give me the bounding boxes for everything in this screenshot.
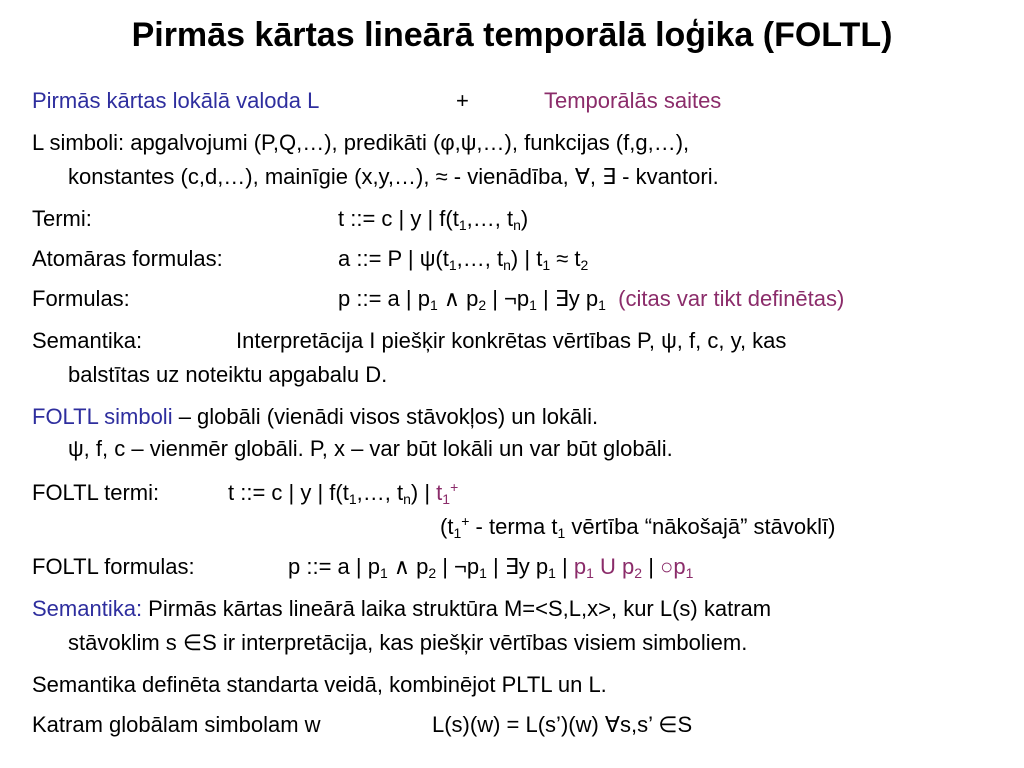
semantics-structure-label: Semantika: bbox=[32, 596, 143, 621]
terms-label: Termi: bbox=[32, 206, 92, 231]
foltl-formulas-label: FOLTL formulas: bbox=[32, 554, 195, 579]
semantics-structure-text-cont: stāvoklim s ∈S ir interpretācija, kas piešķir vērtības visiem simboliem. bbox=[68, 630, 748, 655]
line-foltl-terms-note bbox=[440, 514, 835, 540]
temporal-connectives-label: Temporālās saites bbox=[544, 88, 722, 113]
foltl-symbols-label: FOLTL simboli bbox=[32, 404, 173, 429]
semantics-structure-text: Pirmās kārtas lineārā laika struktūra M=<S,L,x>, kur L(s) katram bbox=[142, 596, 772, 621]
slide-title: Pirmās kārtas lineārā temporālā loģika (FOLTL) bbox=[131, 16, 893, 54]
foltl-terms-label: FOLTL termi: bbox=[32, 480, 160, 505]
symbols-text: L simboli: apgalvojumi (P,Q,…), predikāti (φ,ψ,…), funkcijas (f,g,…), bbox=[32, 130, 690, 155]
formulas-label: Formulas: bbox=[32, 286, 130, 311]
foltl-terms-note: ($t_1^+$ - terma $t_1$ vērtība “nākošajā” stāvoklī) bbox=[440, 513, 836, 541]
semantics-standard-text: Semantika definēta standarta veidā, kombinējot PLTL un L. bbox=[32, 672, 607, 697]
formulas-note: (citas var tikt definētas) bbox=[618, 286, 845, 311]
line-symbols-cont bbox=[68, 164, 719, 190]
line-symbols bbox=[32, 130, 689, 156]
semantics-text-cont: balstītas uz noteiktu apgabalu D. bbox=[68, 362, 388, 387]
foltl-symbols-text: – globāli (vienādi visos stāvokļos) un lokāli. bbox=[172, 404, 599, 429]
line-semantics-cont bbox=[68, 362, 387, 388]
atomic-formulas-label: Atomāras formulas: bbox=[32, 246, 223, 271]
line-foltl-symbols-cont bbox=[68, 436, 673, 462]
semantics-label: Semantika: bbox=[32, 328, 143, 353]
terms-grammar: t ::= c | y | $f(t_1,\dots$, $t_n$) bbox=[338, 206, 529, 233]
semantics-text: Interpretācija I piešķir konkrētas vērtības P, ψ, f, c, y, kas bbox=[236, 328, 787, 353]
local-language-label: Pirmās kārtas lokālā valoda L bbox=[32, 88, 320, 113]
foltl-formulas-grammar: p ::= a | $p_1$ ∧ $p_2$ | $\neg p_1$ | ∃y $p_1$ | $p_1$ U $p_2$ | $○p_1$ bbox=[288, 554, 694, 581]
line-semantics-structure-cont bbox=[68, 630, 747, 656]
line-semantics-standard bbox=[32, 672, 607, 698]
foltl-symbols-text-cont: ψ, f, c – vienmēr globāli. P, x – var būt lokāli un var būt globāli. bbox=[68, 436, 673, 461]
foltl-terms-grammar: t ::= c | y | $f(t_1,\dots$, $t_n$) | $t_1^+$ bbox=[228, 479, 459, 507]
global-symbol-formula: L(s)(w) = L(s’)(w) ∀s,s’ ∈S bbox=[432, 712, 693, 737]
line-semantics-structure bbox=[32, 596, 771, 622]
line-foltl-symbols bbox=[32, 404, 598, 430]
atomic-formulas-grammar: a ::= P | $\psi(t_1,\dots$, $t_n$) | $t_1 \approx t_2$ bbox=[338, 246, 589, 273]
global-symbol-label: Katram globālam simbolam w bbox=[32, 712, 321, 737]
plus-sign: + bbox=[456, 88, 469, 113]
symbols-text-cont: konstantes (c,d,…), mainīgie (x,y,…), ≈ - vienādība, ∀, ∃ - kvantori. bbox=[68, 164, 719, 189]
formulas-grammar: p ::= a | $p_1$ ∧ $p_2$ | $\neg p_1$ | ∃y $p_1$ (citas var tikt definētas) bbox=[338, 286, 845, 313]
